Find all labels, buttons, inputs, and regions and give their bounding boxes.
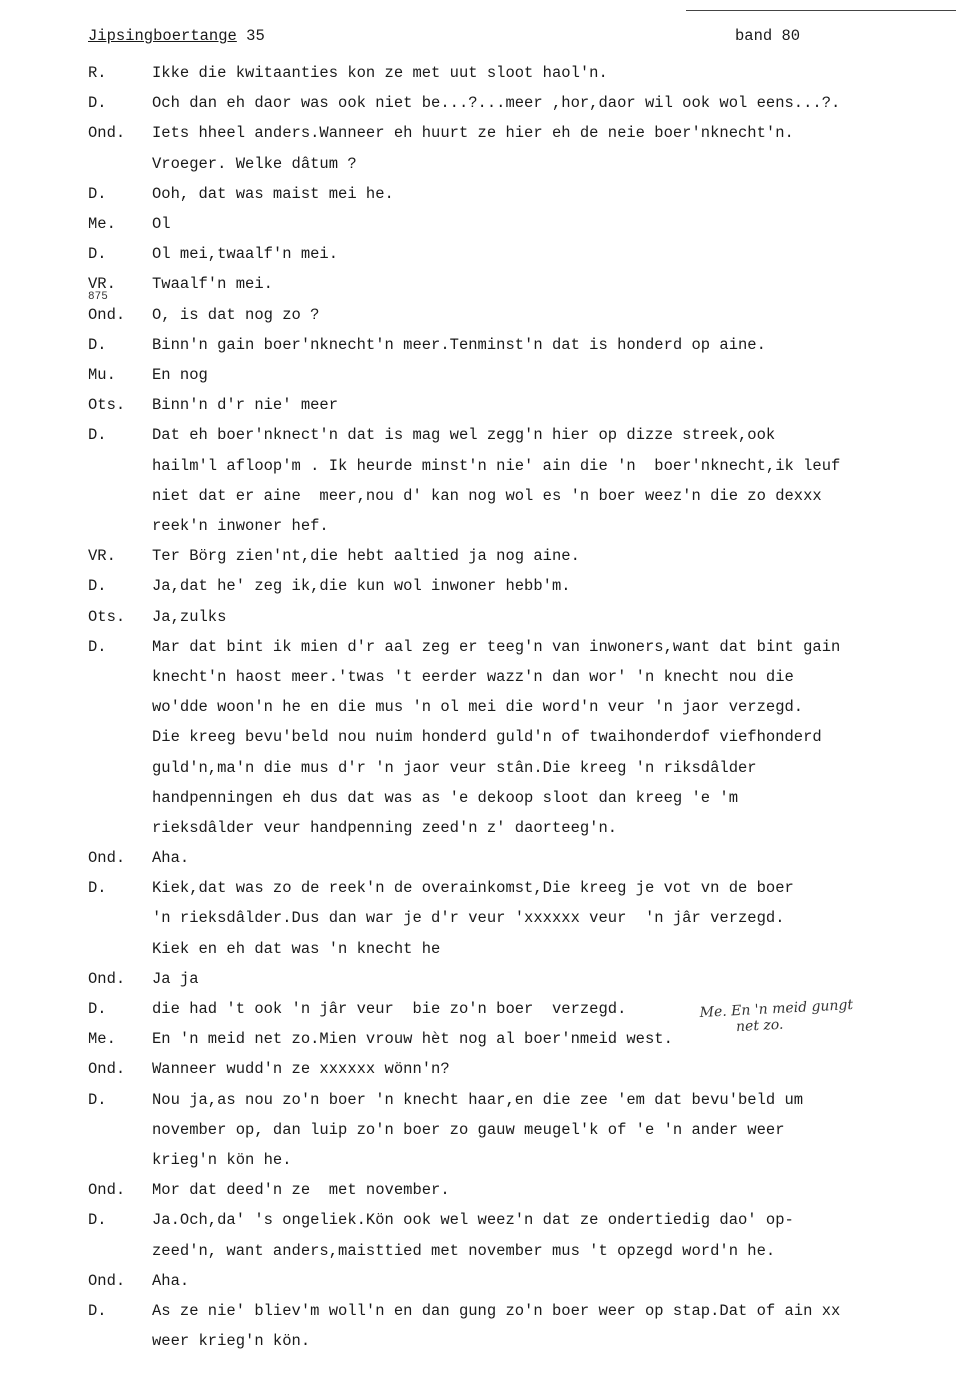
- utterance: [152, 330, 952, 360]
- utterance: [152, 360, 952, 390]
- utterance-line: O, is dat nog zo ?: [152, 305, 320, 324]
- utterance-line: wo'dde woon'n he en die mus 'n ol mei die word'n veur 'n jaor verzegd.: [152, 698, 804, 717]
- utterance-line: Kiek,dat was zo de reek'n de overainkomst,Die kreeg je vot vn de boer: [152, 879, 794, 898]
- margin-note: 875: [88, 291, 108, 303]
- transcript-entry: [0, 1085, 979, 1176]
- utterance-line: Aha.: [152, 849, 190, 868]
- speaker-label: Ond.: [88, 849, 126, 868]
- transcript-entry: [0, 179, 979, 209]
- speaker-label: D.: [88, 1211, 107, 1230]
- speaker-label: D.: [88, 335, 107, 354]
- speaker-label: Ond.: [88, 1271, 126, 1290]
- transcript-entry: [0, 58, 979, 88]
- document-title: Jipsingboertange: [88, 27, 237, 45]
- utterance-line: hailm'l afloop'm . Ik heurde minst'n nie' ain die 'n boer'nknecht,ik leuf: [152, 456, 841, 475]
- transcript-entry: [0, 1296, 979, 1356]
- utterance: [152, 602, 952, 632]
- speaker-label: Ond.: [88, 305, 126, 324]
- speaker-label: Ond.: [88, 1060, 126, 1079]
- transcript-entry: [0, 239, 979, 269]
- utterance: [152, 88, 952, 118]
- utterance-line: Binn'n gain boer'nknecht'n meer.Tenminst'n dat is honderd op aine.: [152, 335, 766, 354]
- handwritten-note: Me. En 'n meid gungt net zo.: [699, 997, 854, 1037]
- transcript-entry: [0, 209, 979, 239]
- utterance: [152, 300, 952, 330]
- utterance: [152, 1085, 952, 1176]
- utterance-line: Kiek en eh dat was 'n knecht he: [152, 939, 441, 958]
- speaker-label: VR.: [88, 547, 116, 566]
- transcript-body: [0, 58, 979, 1356]
- utterance: [152, 1054, 952, 1084]
- utterance-line: Ol mei,twaalf'n mei.: [152, 245, 339, 264]
- band-label: band 80: [735, 27, 801, 45]
- speaker-label: Ots.: [88, 396, 126, 415]
- speaker-label: Mu.: [88, 366, 116, 384]
- utterance: [152, 873, 952, 964]
- utterance-line: Ter Börg zien'nt,die hebt aaltied ja nog aine.: [152, 547, 580, 566]
- utterance: [152, 632, 952, 843]
- speaker-label: D.: [88, 1302, 107, 1320]
- utterance: [152, 1205, 952, 1265]
- utterance: [152, 1266, 952, 1296]
- speaker-label: Ond.: [88, 1181, 126, 1200]
- speaker-label: Ots.: [88, 607, 126, 626]
- utterance-line: Ja,dat he' zeg ik,die kun wol inwoner hebb'm.: [152, 577, 571, 596]
- utterance: [152, 964, 952, 994]
- transcript-entry: [0, 118, 979, 178]
- utterance: [152, 118, 952, 178]
- utterance-line: Aha.: [152, 1271, 190, 1290]
- speaker-label: Me.: [88, 214, 116, 233]
- utterance: [152, 269, 952, 299]
- utterance-line: Iets hheel anders.Wanneer eh huurt ze hier eh de neie boer'nknecht'n.: [152, 124, 794, 143]
- transcript-entry: [0, 571, 979, 601]
- transcript-entry: [0, 873, 979, 964]
- utterance-line: Twaalf'n mei.: [152, 275, 273, 294]
- utterance-line: Nou ja,as nou zo'n boer 'n knecht haar,en die zee 'em dat bevu'beld um: [152, 1090, 804, 1109]
- utterance: [152, 571, 952, 601]
- speaker-label: D.: [88, 245, 107, 264]
- utterance-line: rieksdâlder veur handpenning zeed'n z' daorteeg'n.: [152, 818, 618, 837]
- transcript-entry: [0, 330, 979, 360]
- header-rule: [686, 10, 956, 11]
- speaker-label: D.: [88, 879, 107, 898]
- utterance-line: reek'n inwoner hef.: [152, 516, 329, 535]
- transcript-entry: [0, 1266, 979, 1296]
- transcript-entry: [0, 632, 979, 843]
- utterance-line: krieg'n kön he.: [152, 1151, 292, 1170]
- utterance-line: En nog: [152, 366, 208, 384]
- speaker-label: Ond.: [88, 969, 126, 988]
- utterance-line: Wanneer wudd'n ze xxxxxx wönn'n?: [152, 1060, 450, 1079]
- utterance: [152, 58, 952, 88]
- utterance-line: Ooh, dat was maist mei he.: [152, 184, 394, 203]
- utterance: [152, 541, 952, 571]
- transcript-entry: [0, 360, 979, 390]
- speaker-label: Ond.: [88, 124, 126, 143]
- transcript-entry: [0, 390, 979, 420]
- utterance-line: Ja.Och,da' 's ongeliek.Kön ook wel weez'n dat ze ondertiedig dao' op-: [152, 1211, 794, 1230]
- speaker-label: VR.: [88, 275, 116, 294]
- speaker-label: R.: [88, 64, 107, 82]
- utterance-line: Ja ja: [152, 969, 199, 988]
- utterance-line: Mor dat deed'n ze met november.: [152, 1181, 450, 1200]
- utterance-line: knecht'n haost meer.'twas 't eerder wazz'n dan wor' 'n knecht nou die: [152, 667, 794, 686]
- utterance-line: Ol: [152, 214, 171, 233]
- utterance-line: november op, dan luip zo'n boer zo gauw meugel'k of 'e 'n ander weer: [152, 1120, 785, 1139]
- utterance: [152, 843, 952, 873]
- utterance-line: niet dat er aine meer,nou d' kan nog wol es 'n boer weez'n die zo dexxx: [152, 486, 822, 505]
- utterance: [152, 209, 952, 239]
- utterance-line: Die kreeg bevu'beld nou nuim honderd guld'n of twaihonderdof viefhonderd: [152, 728, 822, 747]
- utterance: [152, 179, 952, 209]
- utterance-line: weer krieg'n kön.: [152, 1332, 311, 1351]
- utterance-line: Ja,zulks: [152, 607, 227, 626]
- utterance-line: 'n rieksdâlder.Dus dan war je d'r veur 'xxxxxx veur 'n jâr verzegd.: [152, 909, 785, 928]
- utterance: [152, 1175, 952, 1205]
- utterance-line: Dat eh boer'nknect'n dat is mag wel zegg'n hier op dizze streek,ook: [152, 426, 776, 445]
- utterance-line: guld'n,ma'n die mus d'r 'n jaor veur stân.Die kreeg 'n riksdâlder: [152, 758, 757, 777]
- transcript-entry: [0, 269, 979, 299]
- speaker-label: Me.: [88, 1030, 116, 1049]
- speaker-label: D.: [88, 94, 107, 113]
- page-header: [88, 27, 265, 45]
- transcript-entry: [0, 843, 979, 873]
- transcript-entry: [0, 602, 979, 632]
- utterance-line: Binn'n d'r nie' meer: [152, 396, 339, 415]
- speaker-label: D.: [88, 426, 107, 445]
- utterance-line: En 'n meid net zo.Mien vrouw hèt nog al boer'nmeid west.: [152, 1030, 673, 1049]
- utterance: [152, 420, 952, 541]
- utterance-line: Och dan eh daor was ook niet be...?...meer ,hor,daor wil ook wol eens...?.: [152, 94, 841, 113]
- page-number: 35: [246, 27, 265, 45]
- utterance-line: handpenningen eh dus dat was as 'e dekoop sloot dan kreeg 'e 'm: [152, 788, 738, 807]
- speaker-label: D.: [88, 1000, 107, 1019]
- transcript-entry: [0, 300, 979, 330]
- utterance-line: Vroeger. Welke dâtum ?: [152, 154, 357, 173]
- utterance-line: Mar dat bint ik mien d'r aal zeg er teeg'n van inwoners,want dat bint gain: [152, 637, 841, 656]
- transcript-entry: [0, 1205, 979, 1265]
- speaker-label: D.: [88, 184, 107, 203]
- utterance-line: Ikke die kwitaanties kon ze met uut sloot haol'n.: [152, 64, 608, 82]
- utterance-line: As ze nie' bliev'm woll'n en dan gung zo'n boer weer op stap.Dat of ain xx: [152, 1302, 841, 1320]
- transcript-entry: [0, 964, 979, 994]
- transcript-entry: [0, 1175, 979, 1205]
- speaker-label: D.: [88, 637, 107, 656]
- speaker-label: D.: [88, 1090, 107, 1109]
- utterance-line: die had 't ook 'n jâr veur bie zo'n boer verzegd.: [152, 1000, 627, 1019]
- utterance: [152, 239, 952, 269]
- transcript-entry: [0, 541, 979, 571]
- speaker-label: D.: [88, 577, 107, 596]
- utterance-line: zeed'n, want anders,maisttied met november mus 't opzegd word'n he.: [152, 1241, 776, 1260]
- transcript-entry: [0, 88, 979, 118]
- transcript-entry: [0, 1054, 979, 1084]
- utterance: [152, 390, 952, 420]
- utterance: [152, 1296, 952, 1356]
- transcript-entry: [0, 420, 979, 541]
